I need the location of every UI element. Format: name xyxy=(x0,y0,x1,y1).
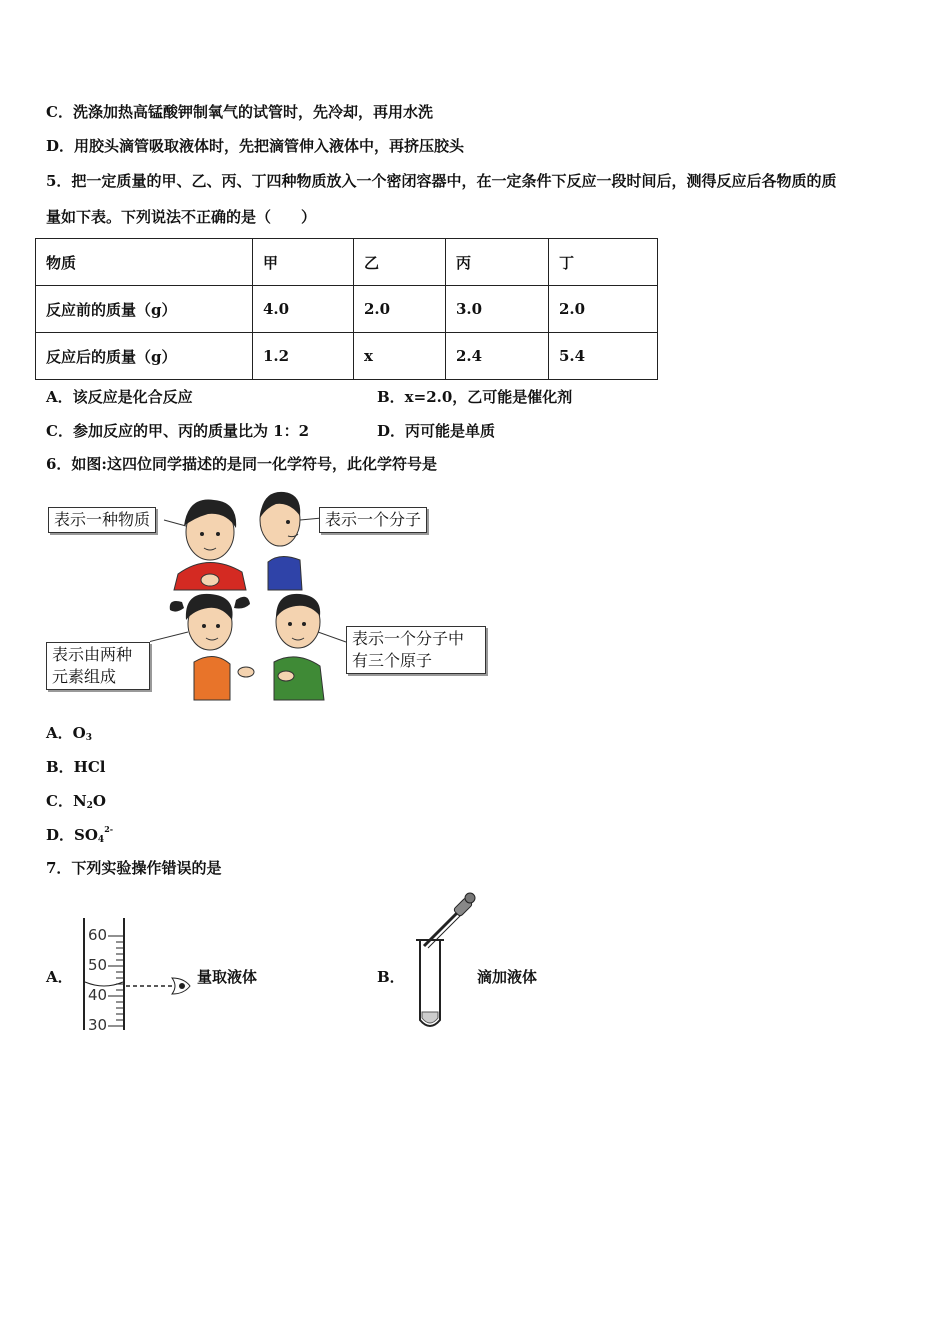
table-cell: x xyxy=(354,333,446,380)
speech-pointer xyxy=(318,632,346,642)
cylinder-tick-label: 60 xyxy=(88,926,108,944)
cylinder-scale xyxy=(108,936,124,1026)
table-cell: 5.4 xyxy=(549,333,658,380)
q7-option-b-letter: B． xyxy=(377,968,405,986)
table-row xyxy=(36,286,658,333)
table-header-row xyxy=(36,239,658,286)
q6-option-c xyxy=(46,790,106,811)
speech-bubble-text: 元素组成 xyxy=(52,667,117,686)
table-cell: 1.2 xyxy=(253,333,354,380)
table-cell: 反应前的质量（g） xyxy=(36,286,253,333)
subscript: 4 xyxy=(97,835,105,845)
student-orange-shirt xyxy=(170,594,254,700)
speech-bubble-text: 表示一个分子中 xyxy=(352,629,465,648)
q4-option-c: C．洗涤加热高锰酸钾制氧气的试管时，先冷却，再用水洗 xyxy=(46,103,433,121)
table-cell: 丙 xyxy=(446,239,549,286)
student-blue-shirt xyxy=(260,492,302,590)
q5-stem-line2: 量如下表。下列说法不正确的是（ ） xyxy=(46,208,317,226)
table-cell: 4.0 xyxy=(253,286,354,333)
table-cell: 物质 xyxy=(36,239,253,286)
q7-option-b-label: 滴加液体 xyxy=(477,968,538,986)
q7-option-a-letter: A． xyxy=(46,968,73,986)
test-tube-liquid xyxy=(422,1012,438,1023)
cylinder-tick-label: 40 xyxy=(88,986,108,1004)
q5-stem-line1: 5．把一定质量的甲、乙、丙、丁四种物质放入一个密闭容器中，在一定条件下反应一段时间后，测得反应后各物质的质 xyxy=(46,172,837,190)
q5-table xyxy=(35,238,658,380)
speech-bubble-4 xyxy=(346,626,486,674)
q5-option-c: C．参加反应的甲、丙的质量比为 1：2 xyxy=(46,422,310,440)
speech-bubble-1 xyxy=(48,507,156,533)
table-cell: 反应后的质量（g） xyxy=(36,333,253,380)
q5-option-a: A．该反应是化合反应 xyxy=(46,388,193,406)
graduated-cylinder-figure xyxy=(78,916,194,1034)
option-text: B．HCl xyxy=(46,758,106,776)
q5-option-b: B．x=2.0，乙可能是催化剂 xyxy=(377,388,573,406)
speech-bubble-3 xyxy=(46,642,150,690)
superscript: 2- xyxy=(104,824,114,834)
speech-bubble-text: 表示一个分子 xyxy=(325,510,422,529)
dropper-bulb-tip xyxy=(465,893,475,903)
option-text: A．O xyxy=(46,724,86,742)
subscript: 3 xyxy=(85,733,92,743)
student-green-shirt xyxy=(274,594,324,700)
table-row xyxy=(36,333,658,380)
table-cell: 2.0 xyxy=(354,286,446,333)
table-cell: 2.4 xyxy=(446,333,549,380)
cylinder-tick-label: 30 xyxy=(88,1016,108,1034)
speech-bubble-text: 有三个原子 xyxy=(352,651,433,670)
cylinder-tick-label: 50 xyxy=(88,956,108,974)
speech-bubble-text: 表示一种物质 xyxy=(54,510,151,529)
student-red-shirt xyxy=(174,500,246,590)
speech-pointer xyxy=(150,632,188,642)
subscript: 2 xyxy=(86,801,93,811)
test-tube-dropper-figure xyxy=(410,888,486,1034)
table-cell: 甲 xyxy=(253,239,354,286)
q6-option-a xyxy=(46,722,92,743)
q6-option-b xyxy=(46,756,106,777)
q6-option-d xyxy=(46,824,113,845)
q4-option-d: D．用胶头滴管吸取液体时，先把滴管伸入液体中，再挤压胶头 xyxy=(46,137,465,155)
option-text: D．SO xyxy=(46,826,98,844)
q5-option-d: D．丙可能是单质 xyxy=(377,422,496,440)
table-cell: 乙 xyxy=(354,239,446,286)
q6-stem: 6．如图:这四位同学描述的是同一化学符号，此化学符号是 xyxy=(46,455,437,473)
q7-stem: 7．下列实验操作错误的是 xyxy=(46,859,222,877)
speech-pointer xyxy=(164,520,186,526)
eye-pupil xyxy=(179,983,185,989)
option-text: C．N xyxy=(46,792,87,810)
speech-bubble-2 xyxy=(319,507,427,533)
table-cell: 3.0 xyxy=(446,286,549,333)
table-cell: 2.0 xyxy=(549,286,658,333)
table-cell: 丁 xyxy=(549,239,658,286)
option-text: O xyxy=(92,792,106,810)
speech-bubble-text: 表示由两种 xyxy=(52,645,133,664)
q7-option-a-label: 量取液体 xyxy=(197,968,258,986)
